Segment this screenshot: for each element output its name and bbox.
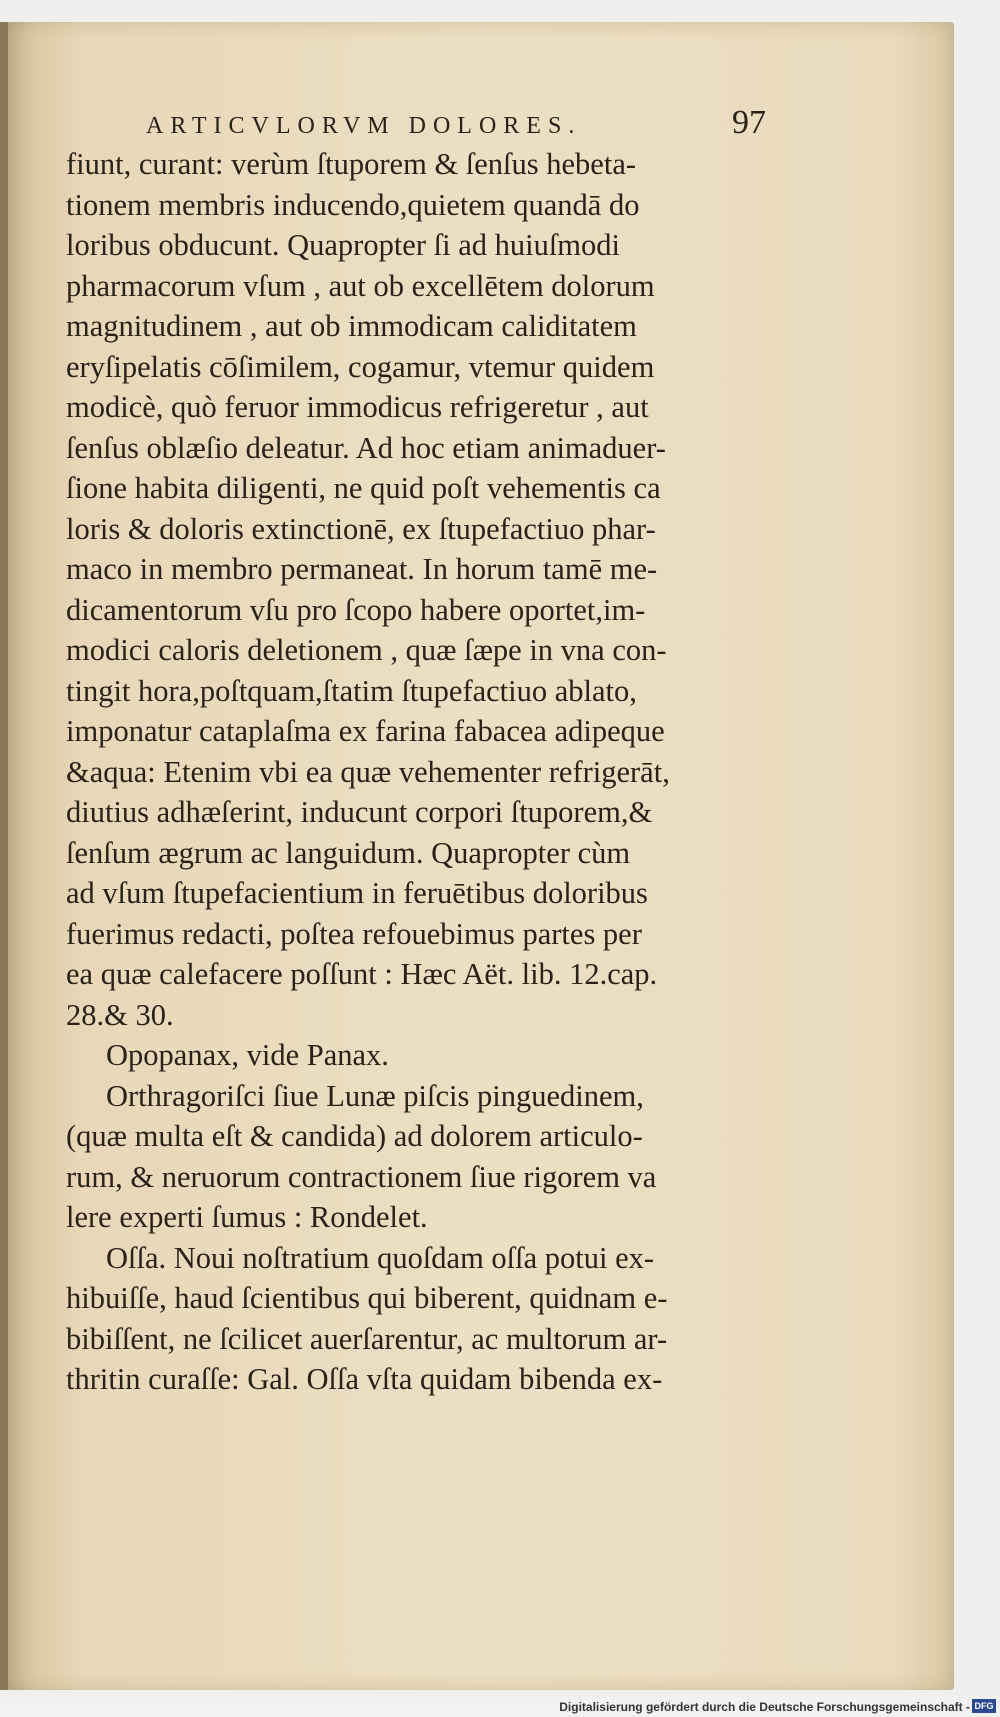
text-line: ſione habita diligenti, ne quid poſt vehementis ca — [66, 471, 661, 505]
text-line: ſenſum ægrum ac languidum. Quapropter cùm — [66, 835, 631, 870]
text-line: hibuiſſe, haud ſcientibus qui biberent, quidnam e- — [66, 1281, 668, 1315]
page-number: 97 — [732, 104, 766, 141]
text-line: Oſſa. Noui noſtratium quoſdam oſſa potui ex- — [106, 1240, 655, 1275]
text-line: bibiſſent, ne ſcilicet auerſarentur, ac multorum ar- — [66, 1321, 668, 1356]
text-line: loribus obducunt. Quapropter ſi ad huiuſmodi — [66, 228, 621, 262]
text-line: magnitudinem , aut ob immodicam caliditatem — [66, 309, 637, 343]
text-line: (quæ multa eſt & candida) ad dolorem articulo- — [66, 1119, 643, 1153]
text-line: dicamentorum vſu pro ſcopo habere oportet,im- — [66, 592, 646, 627]
text-line: maco in membro permaneat. In horum tamē me- — [66, 552, 658, 586]
dfg-logo: DFG — [972, 1699, 996, 1713]
text-line: modicè, quò feruor immodicus refrigeretur , aut — [66, 390, 649, 424]
text-line: eryſipelatis cōſimilem, cogamur, vtemur quidem — [66, 349, 655, 384]
text-line: modici caloris deletionem , quæ ſæpe in vna con- — [66, 633, 667, 667]
text-line: ſenſus oblæſio deleatur. Ad hoc etiam animaduer- — [66, 430, 666, 465]
page-spine-edge — [0, 22, 8, 1690]
text-line: pharmacorum vſum , aut ob excellētem dolorum — [66, 268, 655, 303]
text-line: fuerimus redacti, poſtea refouebimus partes per — [66, 916, 642, 951]
text-line: tingit hora,poſtquam,ſtatim ſtupefactiuo ablato, — [66, 673, 637, 708]
text-line: fiunt, curant: verùm ſtuporem & ſenſus hebeta- — [66, 147, 637, 181]
text-line: Opopanax, vide Panax. — [106, 1038, 389, 1072]
text-line: lere experti ſumus : Rondelet. — [66, 1200, 428, 1234]
text-line: imponatur cataplaſma ex farina fabacea adipeque — [66, 714, 665, 748]
text-line: 28.& 30. — [66, 997, 174, 1032]
text-line: diutius adhæſerint, inducunt corpori ſtuporem,& — [66, 795, 653, 829]
text-line: tionem membris inducendo,quietem quandā do — [66, 187, 640, 222]
running-head-title: ARTICVLORVM DOLORES. — [146, 113, 582, 139]
text-line: ad vſum ſtupefacientium in feruētibus doloribus — [66, 876, 648, 910]
page-text-block — [66, 104, 766, 1400]
text-line: Orthragoriſci ſiue Lunæ piſcis pinguedinem, — [106, 1078, 644, 1113]
running-head — [66, 104, 766, 144]
text-line: ea quæ calefacere poſſunt : Hæc Aët. lib. 12.cap. — [66, 957, 658, 991]
text-lines — [66, 144, 766, 1400]
text-line: loris & doloris extinctionē, ex ſtupefactiuo phar- — [66, 511, 656, 546]
text-line: thritin curaſſe: Gal. Oſſa vſta quidam bibenda ex- — [66, 1362, 663, 1396]
text-line: &aqua: Etenim vbi ea quæ vehementer refrigerāt, — [66, 754, 670, 789]
text-line: rum, & neruorum contractionem ſiue rigorem va — [66, 1159, 657, 1194]
footer-credit: Digitalisierung gefördert durch die Deutsche Forschungsgemeinschaft - — [559, 1700, 970, 1714]
